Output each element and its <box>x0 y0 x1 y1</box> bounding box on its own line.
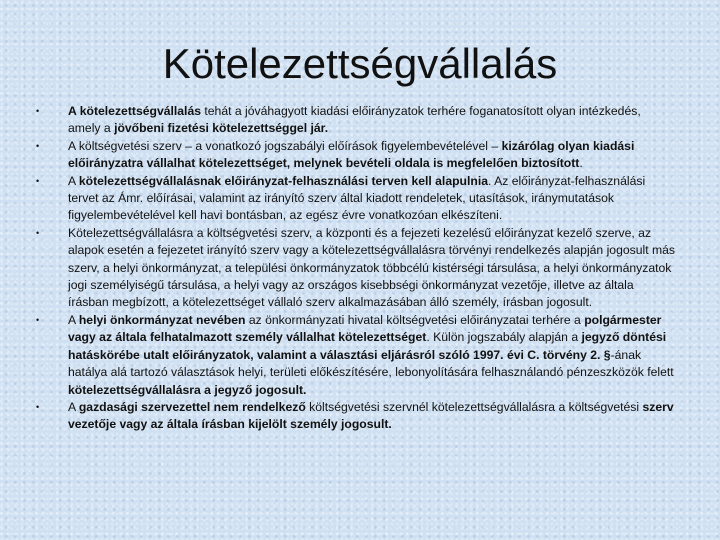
bullet-marker: • <box>36 314 40 325</box>
bold-text-run: szerv vezetője vagy az általa írásban kijelölt személy jogosult. <box>68 399 674 432</box>
bullet-item <box>36 138 676 173</box>
text-run: tehát a jóváhagyott kiadási előirányzatok terhére foganatosított olyan intézkedés, amely a <box>68 104 641 136</box>
bullet-marker: • <box>36 227 40 238</box>
text-run: A <box>68 173 79 188</box>
bold-text-run: A kötelezettségvállalás <box>68 104 201 118</box>
bullet-item <box>36 312 676 399</box>
bold-text-run: gazdasági szervezettel nem rendelkező <box>78 399 306 414</box>
text-run: A <box>68 399 79 414</box>
text-run: A <box>68 312 79 327</box>
bold-text-run: kizárólag olyan kiadási előirányzatra vállalhat kötelezettséget, melynek bevételi oldala is megfelelően biztosított <box>68 138 635 171</box>
bullet-marker: • <box>36 106 40 116</box>
text-run: az önkormányzati hivatal költségvetési előirányzatai terhére a <box>245 312 585 327</box>
slide-title: Kötelezettségvállalás <box>162 40 558 87</box>
bullet-item <box>36 173 676 225</box>
text-run: Kötelezettségvállalásra a költségvetési szerv, a központi és a fejezeti kezelésű előirányzat kezelő szerve, az alapok esetén a fejezetet irányító szerv vagy a kötelezettségvállalásra törvényi rendelkezés alapján jogosult más szerv, a helyi önkormányzat, a települési önkormányzatok többcélú kistérségi társulása, a helyi önkormányzatok jogi személyiségű társulása, a helyi vagy az országos kisebbségi önkormányzat vezetője, illetve az általa írásban megbízott, a kötelezettséget vállaló szerv alkalmazásában álló személy, írásban jogosult. <box>68 225 676 310</box>
bullet-marker: • <box>36 401 40 412</box>
bold-text-run: kötelezettségvállalásnak előirányzat-felhasználási terven kell alapulnia <box>78 173 488 188</box>
text-run: -ának hatálya alá tartozó választások helyi, területi előkészítésére, lebonyolítására felhasználandó pénzeszközök felett <box>68 347 674 380</box>
bullet-item <box>36 399 676 434</box>
bullet-marker: • <box>36 175 40 186</box>
bullet-item <box>36 103 676 138</box>
text-run: A költségvetési szerv – a vonatkozó jogszabályi előírások figyelembevételével – <box>68 138 502 153</box>
bold-text-run: jövőbeni fizetési kötelezettséggel jár. <box>114 121 329 136</box>
bold-text-run: polgármester vagy az általa felhatalmazott személy vállalhat kötelezettséget <box>68 312 662 345</box>
text-run: . <box>579 156 583 171</box>
text-run: . Külön jogszabály alapján a <box>426 330 582 345</box>
text-run: . Az előirányzat-felhasználási tervet az Ámr. előírásai, valamint az irányító szerv által kiadott rendeletek, utasítások, iránymutatások figyelembevételével kell havi bontásban, az egész évre vonatkozóan elkészíteni. <box>68 173 646 223</box>
bullet-item <box>36 225 676 312</box>
text-run: költségvetési szervnél kötelezettségvállalásra a költségvetési <box>305 399 643 414</box>
bold-text-run: jegyző döntési hatáskörébe utalt előirányzatok, valamint a választási eljárásról szóló 1997. évi C. törvény 2. § <box>68 330 667 362</box>
bullet-marker: • <box>36 140 40 151</box>
bullet-list <box>36 103 676 434</box>
bold-text-run: helyi önkormányzat nevében <box>78 312 246 327</box>
bold-text-run: kötelezettségvállalásra a jegyző jogosult. <box>68 382 307 397</box>
